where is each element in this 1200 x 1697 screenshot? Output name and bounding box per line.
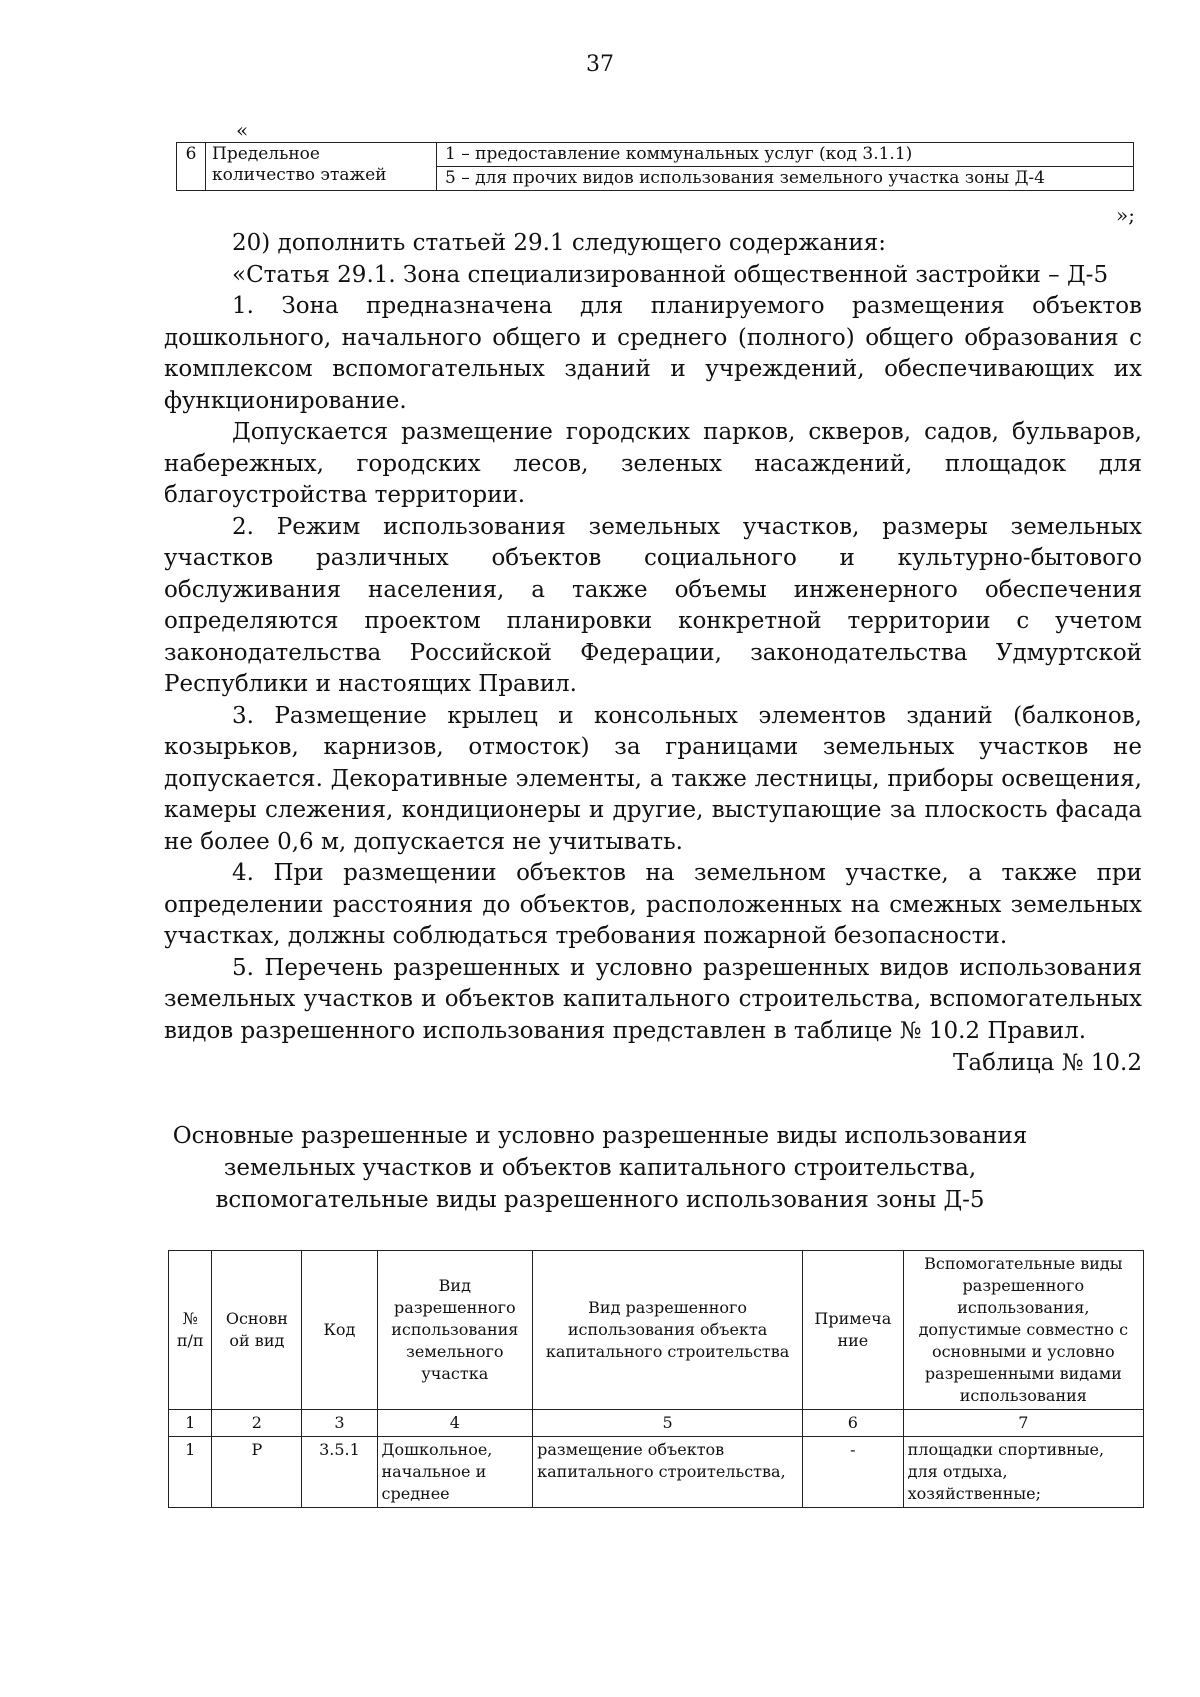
table-header-row [169,1251,1144,1410]
table-title-line: земельных участков и объектов капитального строительства, [223,1155,977,1181]
article-text [164,228,1142,1047]
building-use-cell: размещение объектов капитального строительства, [533,1437,803,1508]
column-number: 5 [533,1410,803,1437]
floors-limit-table [176,142,1134,191]
parameter-value-line: 1 – предоставление коммунальных услуг (код 3.1.1) [437,143,1133,167]
table-row [177,143,1134,191]
note-cell: - [803,1437,904,1508]
column-number-row [169,1410,1144,1437]
header-building-use: Вид разрешенного использования объекта капитального строительства [533,1251,803,1410]
column-number: 2 [212,1410,302,1437]
column-number: 4 [377,1410,533,1437]
table-caption: Таблица № 10.2 [953,1050,1142,1076]
parameter-name-line: количество этажей [212,165,387,185]
header-code: Код [302,1251,377,1410]
header-main-type: Основн ой вид [212,1251,302,1410]
paragraph-3: 3. Размещение крылец и консольных элементов зданий (балконов, козырьков, карнизов, отмосток) за границами земельных участков не допускается. Декоративные элементы, а также лестницы, приборы освещения, камеры слежения, кондиционеры и другие, выступающие за плоскость фасада не более 0,6 м, допускается не учитывать. [164,702,1142,855]
paragraph-1-cont: Допускается размещение городских парков, скверов, садов, бульваров, набережных, городских лесов, зеленых насаждений, площадок для благоустройства территории. [164,419,1142,508]
parameter-values [437,143,1134,191]
main-type-cell: Р [212,1437,302,1508]
land-use-cell: Дошкольное, начальное и среднее [377,1437,533,1508]
column-number: 7 [903,1410,1143,1437]
row-number-cell: 1 [169,1437,212,1508]
table-title-line: вспомогательные виды разрешенного использования зоны Д-5 [215,1187,985,1213]
article-heading: «Статья 29.1. Зона специализированной общественной застройки – Д-5 [232,261,1109,288]
table-title-line: Основные разрешенные и условно разрешенные виды использования [172,1123,1028,1149]
opening-quote: « [236,118,249,142]
column-number: 3 [302,1410,377,1437]
paragraph-4: 4. При размещении объектов на земельном участке, а также при определении расстояния до объектов, расположенных на смежных земельных участках, должны соблюдаться требования пожарной безопасности. [164,860,1142,949]
column-number: 1 [169,1410,212,1437]
code-cell: 3.5.1 [302,1437,377,1508]
paragraph-5: 5. Перечень разрешенных и условно разрешенных видов использования земельных участков и объектов капитального строительства, вспомогательных видов разрешенного использования представлен в таблице № 10.2 Правил. [164,954,1142,1044]
column-number: 6 [803,1410,904,1437]
paragraph-amendment: 20) дополнить статьей 29.1 следующего содержания: [232,230,886,256]
paragraph-2: 2. Режим использования земельных участков, размеры земельных участков различных объектов социального и культурно-бытового обслуживания населения, а также объемы инженерного обеспечения определяются проектом планировки конкретной территории с учетом законодательства Российской Федерации, законодательства Удмуртской Республики и настоящих Правил. [164,513,1142,697]
table-title [0,1120,1200,1216]
header-land-use: Вид разрешенного использования земельного участка [377,1251,533,1410]
auxiliary-uses-cell: площадки спортивные, для отдыха, хозяйственные; [903,1437,1143,1508]
row-number: 6 [177,143,206,191]
parameter-name [206,143,437,191]
closing-quote: »; [1116,203,1135,227]
parameter-name-line: Предельное [212,144,320,164]
paragraph-1: 1. Зона предназначена для планируемого размещения объектов дошкольного, начального общего и среднего (полного) общего образования с комплексом вспомогательных зданий и учреждений, обеспечивающих их функционирование. [164,293,1142,414]
permitted-uses-table [168,1250,1144,1508]
header-number: № п/п [169,1251,212,1410]
table-row [169,1437,1144,1508]
page-number: 37 [586,52,614,77]
header-auxiliary-uses: Вспомогательные виды разрешенного использования, допустимые совместно с основными и условно разрешенными видами использования [903,1251,1143,1410]
parameter-value-line: 5 – для прочих видов использования земельного участка зоны Д-4 [445,168,1045,188]
header-note: Примеча ние [803,1251,904,1410]
